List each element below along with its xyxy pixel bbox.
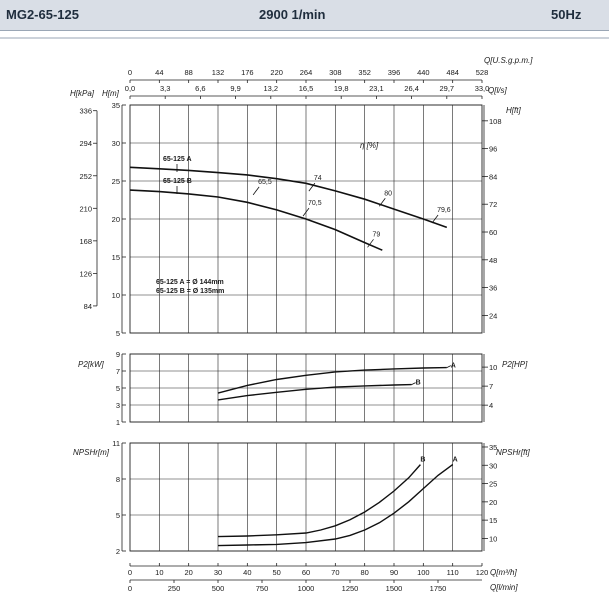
m3h-tick-label: 90 [389,568,399,577]
npsh-ft-tick-label: 10 [489,534,498,544]
lmin-tick-label: 250 [167,584,181,593]
p2-kw-tick-label: 9 [115,350,120,359]
npsh-m-tick-label: 8 [115,475,120,484]
npsh-ft-tick-label: 30 [489,461,498,471]
p2-kw-axis-label: P2[kW] [78,360,104,369]
lmin-tick-label: 500 [211,584,225,593]
gpm-tick-label: 132 [211,68,225,77]
power-series-label-a: A [450,362,456,370]
p2-kw-tick-label: 5 [115,384,120,393]
gpm-tick-label: 264 [299,68,313,77]
m3h-tick-label: 0 [127,568,133,577]
head-panel [70,89,521,338]
gpm-tick-label: 440 [417,68,430,77]
power-series-label-b: B [415,379,421,387]
h-ft-axis-label: H[ft] [506,106,521,115]
h-m-tick-label: 15 [111,253,120,262]
h-kpa-tick-label: 252 [79,171,92,181]
npsh-m-tick-label: 2 [115,547,120,556]
npsh-m-tick-label: 11 [112,439,120,448]
h-m-tick-label: 30 [111,139,120,148]
h-ft-tick-label: 60 [489,228,498,238]
gpm-tick-label: 0 [127,68,133,77]
h-m-tick-label: 35 [111,101,120,110]
m3h-tick-label: 40 [243,568,252,577]
impeller-note-a: 65-125 A = Ø 144mm [156,279,224,286]
p2-kw-tick-label: 1 [115,418,120,427]
ls-tick-label: 33,0 [474,84,490,93]
power-panel [78,350,528,427]
m3h-tick-label: 120 [475,568,489,577]
h-ft-tick-label: 108 [489,116,502,126]
p2-hp-tick-label: 10 [489,363,498,373]
model-title: MG2-65-125 [6,7,79,22]
npsh-curve-b [218,465,420,537]
gpm-tick-label: 308 [329,68,342,77]
p2-hp-axis-label: P2[HP] [502,360,528,369]
gpm-tick-label: 88 [184,68,193,77]
m3h-axis-label: Q[m³/h] [490,568,517,577]
gpm-tick-label: 220 [270,68,283,77]
top-axes [125,56,533,99]
ls-tick-label: 19,8 [333,84,349,93]
h-m-tick-label: 10 [111,291,120,300]
lmin-tick-label: 750 [255,584,269,593]
ls-axis-label: Q[l/s] [488,86,507,95]
bottom-axes [128,563,518,593]
efficiency-mark-label: 79 [372,231,381,239]
efficiency-mark-label: 70,5 [308,200,322,208]
p2-hp-tick-label: 7 [489,382,494,392]
npsh-series-label-a: A [452,456,458,464]
ls-tick-label: 29,7 [439,84,455,93]
h-kpa-tick-label: 336 [79,106,92,116]
h-m-axis-label: H[m] [102,89,119,98]
h-ft-tick-label: 24 [489,311,498,321]
m3h-tick-label: 20 [184,568,193,577]
efficiency-mark-label: 74 [313,175,322,183]
ls-tick-label: 9,9 [230,84,241,93]
m3h-tick-label: 50 [272,568,281,577]
h-kpa-axis-label: H[kPa] [70,89,95,98]
ls-tick-label: 6,6 [195,84,206,93]
m3h-tick-label: 10 [155,568,164,577]
ls-tick-label: 0,0 [124,84,136,93]
ls-tick-label: 16,5 [298,84,314,93]
npsh-m-tick-label: 5 [115,511,120,520]
npsh-m-axis-label: NPSHr[m] [73,448,109,457]
m3h-tick-label: 30 [213,568,223,577]
frequency-label: 50Hz [551,7,582,22]
lmin-tick-label: 1750 [429,584,447,593]
gpm-tick-label: 528 [475,68,489,77]
m3h-tick-label: 70 [331,568,340,577]
efficiency-mark [253,187,259,195]
gpm-tick-label: 396 [387,68,401,77]
gpm-tick-label: 176 [241,68,254,77]
npsh-ft-axis-label: NPSHr[ft] [496,448,530,457]
p2-kw-tick-label: 3 [115,401,120,410]
impeller-note-b: 65-125 B = Ø 135mm [156,288,225,295]
efficiency-mark-label: 80 [384,190,393,198]
ls-tick-label: 3,3 [159,84,171,93]
m3h-tick-label: 80 [360,568,369,577]
gpm-tick-label: 44 [155,68,164,77]
head-curve-a [130,167,447,227]
lmin-axis-label: Q[l/min] [490,583,518,592]
h-ft-tick-label: 96 [489,144,498,154]
p2-kw-tick-label: 7 [115,367,120,376]
ls-tick-label: 13,2 [263,84,279,93]
h-kpa-tick-label: 84 [83,301,92,311]
m3h-tick-label: 100 [417,568,430,577]
gpm-tick-label: 352 [358,68,371,77]
h-kpa-tick-label: 126 [79,269,92,279]
efficiency-mark-label: 79,6 [437,207,451,214]
ls-tick-label: 26,4 [404,84,419,93]
lmin-tick-label: 1000 [297,584,315,593]
ls-tick-label: 23,1 [369,84,384,93]
h-ft-tick-label: 36 [489,283,498,293]
gpm-axis-label: Q[U.S.g.p.m.] [484,56,533,65]
head-curve-b [130,190,382,250]
lmin-tick-label: 1500 [385,584,403,593]
h-m-tick-label: 25 [111,177,120,186]
lmin-tick-label: 1250 [341,584,359,593]
h-m-tick-label: 20 [111,215,120,224]
h-kpa-tick-label: 294 [79,139,92,149]
m3h-tick-label: 60 [301,568,311,577]
efficiency-mark-label: 65,5 [258,178,272,186]
m3h-tick-label: 110 [446,568,459,577]
head-series-label-b: 65-125 B [163,178,192,185]
power-curve-a [218,368,447,394]
npsh-ft-tick-label: 25 [489,479,498,489]
h-kpa-tick-label: 168 [79,236,92,246]
h-ft-tick-label: 72 [489,200,498,210]
npsh-series-label-b: B [420,456,426,464]
h-ft-tick-label: 84 [489,172,498,182]
npsh-ft-tick-label: 20 [489,497,498,507]
efficiency-axis-label: η [%] [360,141,379,150]
gpm-tick-label: 484 [446,68,459,77]
h-m-tick-label: 5 [115,329,120,338]
h-kpa-tick-label: 210 [79,204,92,214]
head-series-label-a: 65-125 A [163,156,192,163]
npsh-panel [73,439,531,556]
lmin-tick-label: 0 [127,584,133,593]
speed-label: 2900 1/min [259,7,326,22]
npsh-ft-tick-label: 15 [489,516,498,526]
h-ft-tick-label: 48 [489,255,498,265]
npsh-ft-tick-label: 35 [489,442,498,452]
p2-hp-tick-label: 4 [489,401,494,411]
